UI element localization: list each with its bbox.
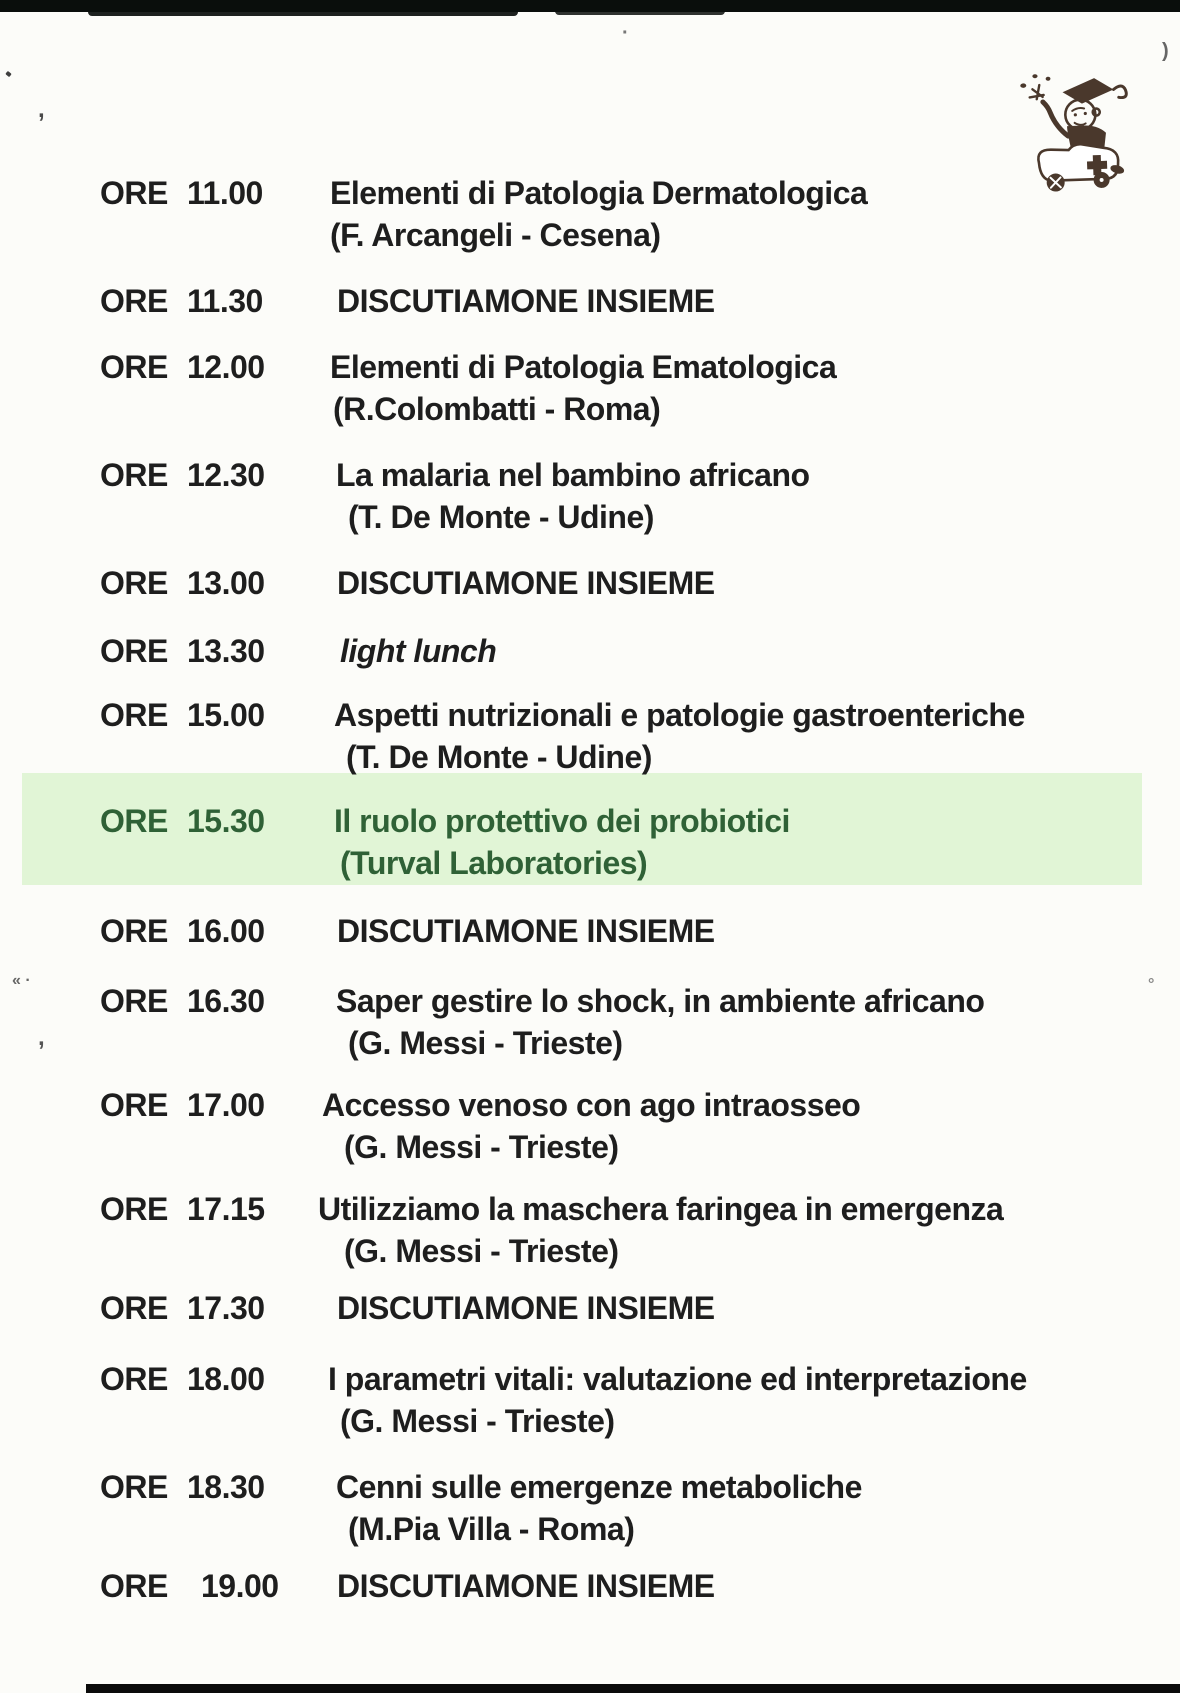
speaker-line: (Turval Laboratories) [340, 845, 648, 881]
session-title: I parametri vitali: valutazione ed interpretazione [328, 1361, 1027, 1397]
scan-speck: · [622, 22, 629, 44]
session-title: Elementi di Patologia Ematologica [330, 349, 837, 385]
speaker-line: (G. Messi - Trieste) [340, 1403, 615, 1439]
scan-speck [5, 71, 11, 77]
time-label: ORE [100, 283, 168, 319]
time-value: 13.00 [187, 565, 265, 601]
time-value: 15.30 [187, 803, 265, 839]
session-title: Accesso venoso con ago intraosseo [322, 1087, 861, 1123]
time-value: 12.00 [187, 349, 265, 385]
time-value: 19.00 [201, 1568, 279, 1604]
time-value: 17.15 [187, 1191, 265, 1227]
time-value: 18.30 [187, 1469, 265, 1505]
time-label: ORE [100, 565, 168, 601]
speaker-line: (M.Pia Villa - Roma) [348, 1511, 635, 1547]
speaker-line: (T. De Monte - Udine) [346, 739, 652, 775]
time-value: 17.00 [187, 1087, 265, 1123]
scan-speck: ° [1148, 976, 1155, 993]
scan-speck: ) [1162, 40, 1169, 62]
scan-speck: « · [12, 972, 31, 989]
scan-speck: , [38, 1024, 45, 1051]
time-value: 18.00 [187, 1361, 265, 1397]
speaker-line: (G. Messi - Trieste) [344, 1129, 619, 1165]
session-title: Aspetti nutrizionali e patologie gastroenteriche [334, 697, 1025, 733]
session-title: Saper gestire lo shock, in ambiente africano [336, 983, 985, 1019]
time-value: 12.30 [187, 457, 265, 493]
speaker-line: (F. Arcangeli - Cesena) [330, 217, 661, 253]
scan-edge-top-blob [88, 10, 518, 16]
session-title: Cenni sulle emergenze metaboliche [336, 1469, 862, 1505]
session-title: DISCUTIAMONE INSIEME [337, 1568, 715, 1604]
scan-speck: , [38, 96, 45, 123]
time-label: ORE [100, 1361, 168, 1397]
time-label: ORE [100, 349, 168, 385]
time-label: ORE [100, 697, 168, 733]
time-value: 17.30 [187, 1290, 265, 1326]
session-title: light lunch [340, 633, 497, 669]
graduate-baby-ambulance-icon [1006, 66, 1136, 202]
speaker-line: (G. Messi - Trieste) [344, 1233, 619, 1269]
time-value: 15.00 [187, 697, 265, 733]
session-title: DISCUTIAMONE INSIEME [337, 913, 715, 949]
time-value: 16.30 [187, 983, 265, 1019]
speaker-line: (T. De Monte - Udine) [348, 499, 654, 535]
time-label: ORE [100, 913, 168, 949]
time-label: ORE [100, 1087, 168, 1123]
time-label: ORE [100, 1469, 168, 1505]
session-title: DISCUTIAMONE INSIEME [337, 1290, 715, 1326]
time-value: 13.30 [187, 633, 265, 669]
speaker-line: (R.Colombatti - Roma) [333, 391, 661, 427]
time-label: ORE [100, 457, 168, 493]
time-label: ORE [100, 1568, 168, 1604]
session-title: Elementi di Patologia Dermatologica [330, 175, 868, 211]
scan-edge-top-blob [555, 10, 725, 15]
session-title: La malaria nel bambino africano [336, 457, 810, 493]
time-value: 11.00 [187, 175, 263, 211]
time-label: ORE [100, 983, 168, 1019]
session-title: Il ruolo protettivo dei probiotici [334, 803, 790, 839]
speaker-line: (G. Messi - Trieste) [348, 1025, 623, 1061]
session-title: DISCUTIAMONE INSIEME [337, 565, 715, 601]
time-label: ORE [100, 1191, 168, 1227]
session-title: DISCUTIAMONE INSIEME [337, 283, 715, 319]
time-label: ORE [100, 175, 168, 211]
scan-edge-bottom [86, 1684, 1180, 1693]
time-label: ORE [100, 633, 168, 669]
time-label: ORE [100, 1290, 168, 1326]
time-value: 16.00 [187, 913, 265, 949]
session-title: Utilizziamo la maschera faringea in emergenza [318, 1191, 1004, 1227]
time-label: ORE [100, 803, 168, 839]
time-value: 11.30 [187, 283, 263, 319]
